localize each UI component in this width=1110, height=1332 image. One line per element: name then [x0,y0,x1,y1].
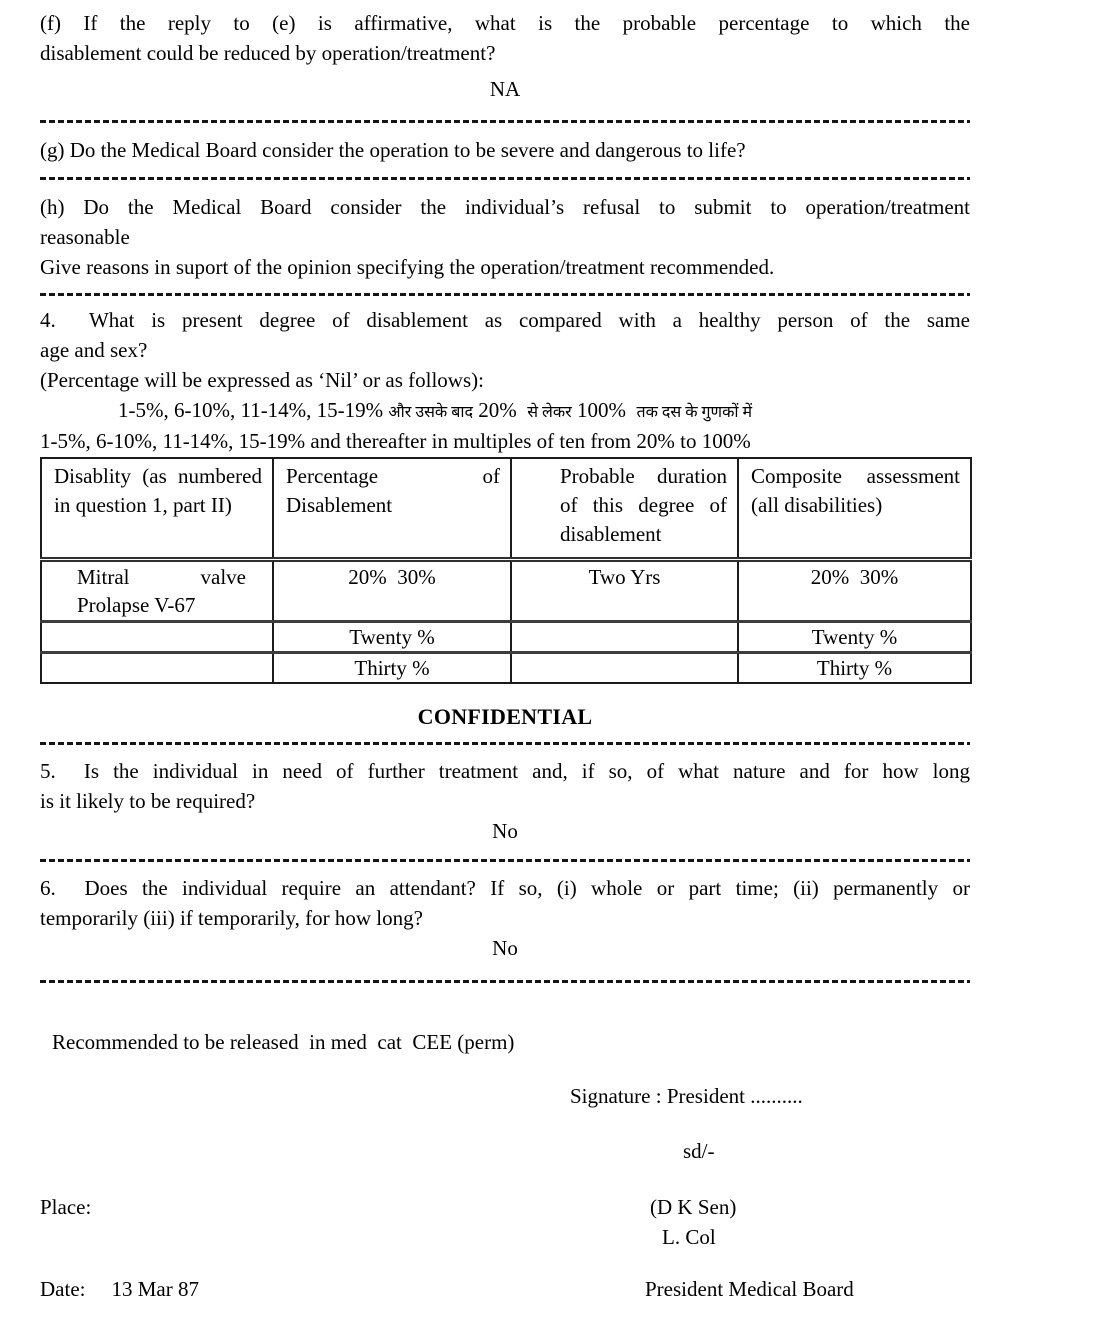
cell-duration [511,622,738,653]
date-value: 13 Mar 87 [111,1277,199,1301]
question-h-line1: (h) Do the Medical Board consider the individual’s refusal to submit to operation/treatment [40,195,970,219]
date-group [40,1277,199,1301]
signatory-title: President Medical Board [645,1277,854,1301]
divider [40,177,970,180]
header-duration: Probable duration of this degree of disablement [511,458,738,560]
question-h [40,192,970,282]
divider [40,859,970,862]
scale-20pct: 20% [478,398,517,422]
signatory-name: (D K Sen) [650,1195,737,1219]
question-g-line: (g) Do the Medical Board consider the operation to be severe and dangerous to life? [40,138,746,162]
cell-composite: 20% 30% [738,560,971,622]
answer-6: No [492,936,518,960]
place-row [40,1192,970,1222]
table-row [41,622,971,653]
answer-f: NA [489,77,521,101]
cell-composite: Twenty % [738,622,971,653]
scale-100pct: 100% [576,398,626,422]
cell-disability [41,622,273,653]
confidential-heading: CONFIDENTIAL [417,704,593,729]
divider [40,980,970,983]
table-row [41,560,971,622]
signature-president-line: Signature : President .......... [570,1084,803,1108]
question-5-line2: is it likely to be required? [40,789,256,813]
scale-range-en: 1-5%, 6-10%, 11-14%, 15-19% [118,398,384,422]
percentage-note: (Percentage will be expressed as ‘Nil’ or as follows): [40,368,484,392]
question-g [40,135,970,165]
cell-disability: Mitral valve Prolapse V-67 [41,560,273,622]
divider [40,742,970,745]
question-6-line1: 6. Does the individual require an attendant? If so, (i) whole or part time; (ii) permanently or [40,876,970,900]
sd-notation: sd/- [683,1139,715,1163]
scale-line-english: 1-5%, 6-10%, 11-14%, 15-19% and thereafter in multiples of ten from 20% to 100% [40,429,751,453]
scale-line-hindi [40,395,970,428]
divider [40,120,970,123]
scale-hindi-text-1: और उसके बाद [388,404,473,421]
cell-duration: Two Yrs [511,560,738,622]
cell-percentage: Twenty % [273,622,511,653]
header-percentage: Percentage of Disablement [273,458,511,560]
divider [40,293,970,296]
question-5 [40,756,970,816]
scale-hindi-text-2: से लेकर [527,404,572,421]
question-f-line2: disablement could be reduced by operation/treatment? [40,41,496,65]
header-disability: Disablity (as numbered in question 1, part II) [41,458,273,560]
answer-5: No [492,819,518,843]
cell-composite: Thirty % [738,653,971,684]
question-5-line1: 5. Is the individual in need of further treatment and, if so, of what nature and for how long [40,759,970,783]
cell-percentage: Thirty % [273,653,511,684]
header-composite: Composite assessment (all disabilities) [738,458,971,560]
question-f-line1: (f) If the reply to (e) is affirmative, what is the probable percentage to which the [40,11,970,35]
give-reasons-note: Give reasons in suport of the opinion specifying the operation/treatment recommended. [40,255,775,279]
signatory-rank: L. Col [662,1225,716,1249]
date-row [40,1274,970,1304]
table-row [41,653,971,684]
date-label: Date: [40,1277,86,1301]
question-f [40,8,970,68]
question-4-line2: age and sex? [40,338,148,362]
question-4 [40,305,970,395]
disability-table [40,457,972,684]
question-6 [40,873,970,933]
cell-duration [511,653,738,684]
question-4-line1: 4. What is present degree of disablement as compared with a healthy person of the same [40,308,970,332]
place-label: Place: [40,1195,92,1219]
scale-hindi-text-3: तक दस के गुणकों में [636,404,753,421]
cell-disability [41,653,273,684]
cell-percentage: 20% 30% [273,560,511,622]
question-6-line2: temporarily (iii) if temporarily, for how long? [40,906,423,930]
table-header-row [41,458,971,560]
question-h-line2: reasonable [40,225,130,249]
recommendation-line: Recommended to be released in med cat CEE (perm) [52,1030,515,1054]
